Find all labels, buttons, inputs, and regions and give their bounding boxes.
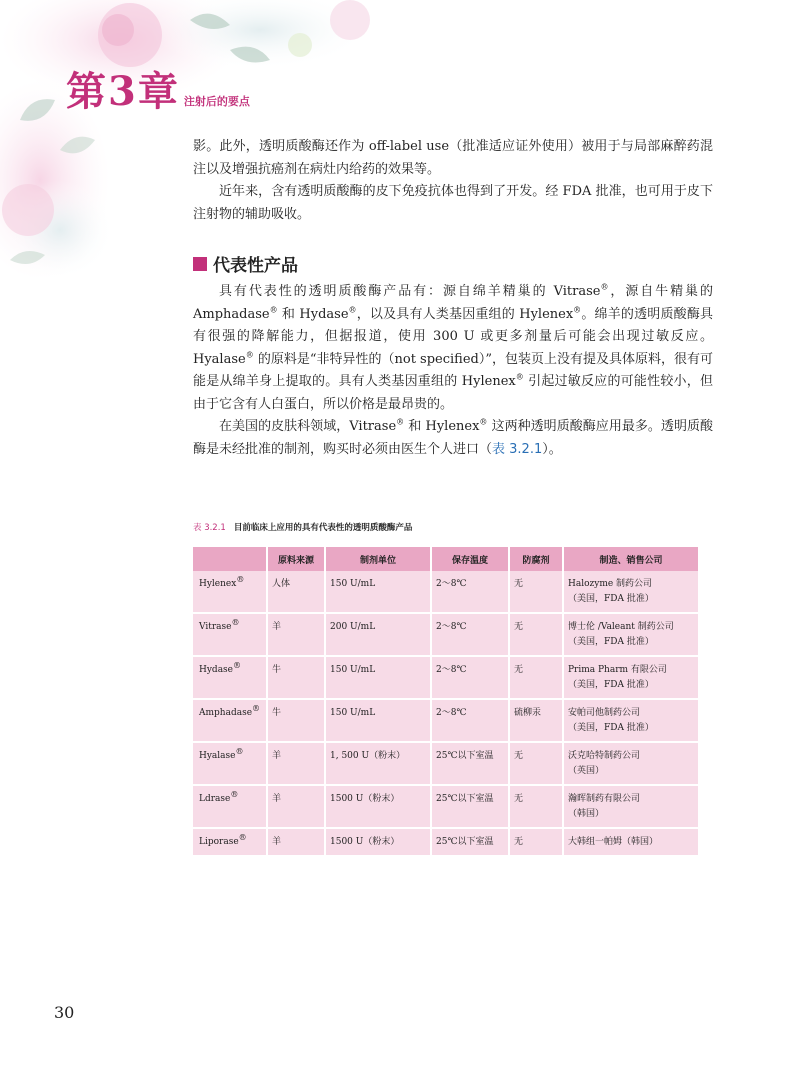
registered-mark: ® [230,790,239,799]
preservative-cell: 无 [514,837,524,847]
preservative-cell: 无 [514,751,524,761]
source-cell: 羊 [272,837,282,847]
temperature-cell: 2～8℃ [436,579,467,589]
table-reference-link[interactable]: 表 3.2.1 [492,441,543,457]
product-table [193,547,698,857]
maker-cell: Prima Pharm 有限公司 [568,665,667,675]
section-title: 代表性产品 [213,256,298,276]
section-heading [193,251,298,276]
maker-note: （美国，FDA 批准） [568,637,654,647]
maker-note: （美国，FDA 批准） [568,723,654,733]
unit-cell: 150 U/mL [330,708,376,718]
product-name: Ldrase [199,794,231,804]
preservative-cell: 硫柳汞 [514,708,542,718]
maker-cell: 沃克哈特制药公司 [568,751,641,761]
preservative-cell: 无 [514,794,524,804]
registered-mark: ® [231,618,240,627]
maker-cell: 博士伦 /Valeant 制药公司 [568,622,674,632]
column-header: 防腐剂 [509,547,563,571]
source-cell: 牛 [272,708,282,718]
registered-mark: ® [252,704,261,713]
product-name: Vitrase [199,622,232,632]
table-row [193,785,698,828]
preservative-cell: 无 [514,622,524,632]
maker-note: （韩国） [568,809,605,819]
product-name: Hylenex [199,579,237,589]
chapter-heading [66,60,250,117]
registered-mark: ® [235,747,244,756]
registered-mark: ® [236,575,245,584]
registered-mark: ® [233,661,242,670]
table-caption [193,521,412,533]
temperature-cell: 25℃以下室温 [436,794,494,804]
page-number: 30 [54,1003,75,1022]
column-header [193,547,267,571]
temperature-cell: 25℃以下室温 [436,837,494,847]
table-title: 目前临床上应用的具有代表性的透明质酸酶产品 [233,523,413,533]
product-name: Hydase [199,665,234,675]
registered-mark: ® [238,833,247,842]
product-name: Hyalase [199,751,236,761]
paragraph: 在美国的皮肤科领域，Vitrase® 和 Hylenex® 这两种透明质酸酶应用最多。透明质酸酶是未经批准的制剂，购买时必须由医生个人进口（表 3.2.1）。 [193,417,713,457]
table-row [193,828,698,856]
preservative-cell: 无 [514,665,524,675]
table-row [193,656,698,699]
unit-cell: 1500 U（粉末） [330,794,400,804]
source-cell: 牛 [272,665,282,675]
maker-note: （美国，FDA 批准） [568,680,654,690]
table-row [193,613,698,656]
chapter-number: 第3章 [66,68,180,115]
paragraph: 近年来，含有透明质酸酶的皮下免疫抗体也得到了开发。经 FDA 批准，也可用于皮下注射物的辅助吸收。 [193,184,713,222]
maker-note: （英国） [568,766,605,776]
column-header: 制剂单位 [325,547,431,571]
source-cell: 人体 [272,579,291,589]
temperature-cell: 2～8℃ [436,708,467,718]
product-name: Liporase [199,837,239,847]
preservative-cell: 无 [514,579,524,589]
unit-cell: 150 U/mL [330,665,376,675]
chapter-subtitle: 注射后的要点 [183,95,250,108]
unit-cell: 1500 U（粉末） [330,837,400,847]
unit-cell: 150 U/mL [330,579,376,589]
table-header-row [193,547,698,571]
unit-cell: 200 U/mL [330,622,376,632]
source-cell: 羊 [272,622,282,632]
source-cell: 羊 [272,751,282,761]
section-marker [193,257,207,271]
maker-cell: 瀚晖制药有限公司 [568,794,641,804]
source-cell: 羊 [272,794,282,804]
body-text [193,281,713,461]
table-row [193,571,698,613]
unit-cell: 1, 500 U（粉末） [330,751,406,761]
temperature-cell: 2～8℃ [436,665,467,675]
table-label: 表 3.2.1 [193,523,226,533]
intro-text [193,136,713,226]
maker-cell: 大韩组一帕姆（韩国） [568,837,659,847]
paragraph: 影。此外，透明质酸酶还作为 off-label use（批准适应证外使用）被用于与局部麻醉药混注以及增强抗癌剂在病灶内给药的效果等。 [193,139,713,177]
maker-cell: Halozyme 制药公司 [568,579,653,589]
column-header: 制造、销售公司 [563,547,698,571]
temperature-cell: 2～8℃ [436,622,467,632]
temperature-cell: 25℃以下室温 [436,751,494,761]
column-header: 原料来源 [267,547,325,571]
table-row [193,699,698,742]
product-name: Amphadase [199,708,253,718]
column-header: 保存温度 [431,547,509,571]
paragraph: 具有代表性的透明质酸酶产品有：源自绵羊精巢的 Vitrase®，源自牛精巢的 Amphadase® 和 Hydase®，以及具有人类基因重组的 Hylenex®。绵羊的透明质酸酶具有很强的降解能力，但据报道，使用 300 U 或更多剂量后可能会出现过敏反应。Hyalase® 的原料是“非特异性的（not specified）”，包装页上没有提及具体原料，很有可能是从绵羊身上提取的。具有人类基因重组的 Hylenex® 引起过敏反应的可能性较小，但由于它含有人白蛋白，所以价格是最昂贵的。 [193,282,714,412]
maker-note: （美国，FDA 批准） [568,594,654,604]
table-row [193,742,698,785]
maker-cell: 安帕司他制药公司 [568,708,641,718]
